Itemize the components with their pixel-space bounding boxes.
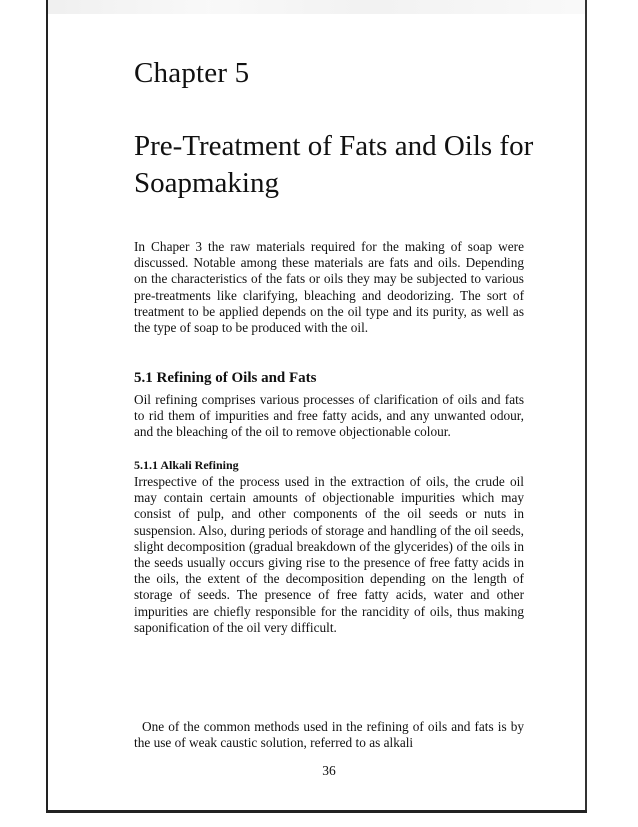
page-number: 36 xyxy=(322,763,336,778)
subsection-paragraph: Irrespective of the process used in the extraction of oils, the crude oil may contain certain amounts of objectionable impurities which may consist of pulp, and other components of the oil seeds or nuts in suspension. Also, during periods of storage and handling of the oil seeds, slight decomposition (gradual breakdown of the glycerides) of the oils in the seeds usually occurs giving rise to the presence of free fatty acids in the oils, the extent of the decomposition depending on the length of storage of seeds. The presence of free fatty acids, water and other impurities are chiefly responsible for the rancidity of oils, thus making saponification of the oil very difficult. xyxy=(134,474,524,635)
section-paragraph: Oil refining comprises various processes of clarification of oils and fats to rid them of impurities and free fatty acids, and any unwanted odour, and the bleaching of the oil to remove objectionable colour. xyxy=(134,392,524,440)
page-right-edge xyxy=(585,0,587,812)
chapter-title: Pre-Treatment of Fats and Oils for Soapmaking xyxy=(134,130,534,199)
scan-top-noise xyxy=(48,0,585,14)
page-bottom-edge xyxy=(46,810,587,813)
section-heading: 5.1 Refining of Oils and Fats xyxy=(134,370,317,386)
subsection-heading: 5.1.1 Alkali Refining xyxy=(134,458,239,472)
book-page xyxy=(134,56,534,778)
chapter-label: Chapter 5 xyxy=(134,57,250,89)
page-left-edge xyxy=(46,0,48,812)
intro-paragraph: In Chaper 3 the raw materials required for the making of soap were discussed. Notable among these materials are fats and oils. Depending on the characteristics of the fats or oils they may be subjected to various pre-treatments like clarifying, bleaching and deodorizing. The sort of treatment to be applied depends on the oil type and its purity, as well as the type of soap to be produced with the oil. xyxy=(134,239,524,336)
subsection-paragraph-2: One of the common methods used in the refining of oils and fats is by the use of weak caustic solution, referred to as alkali xyxy=(134,719,524,751)
